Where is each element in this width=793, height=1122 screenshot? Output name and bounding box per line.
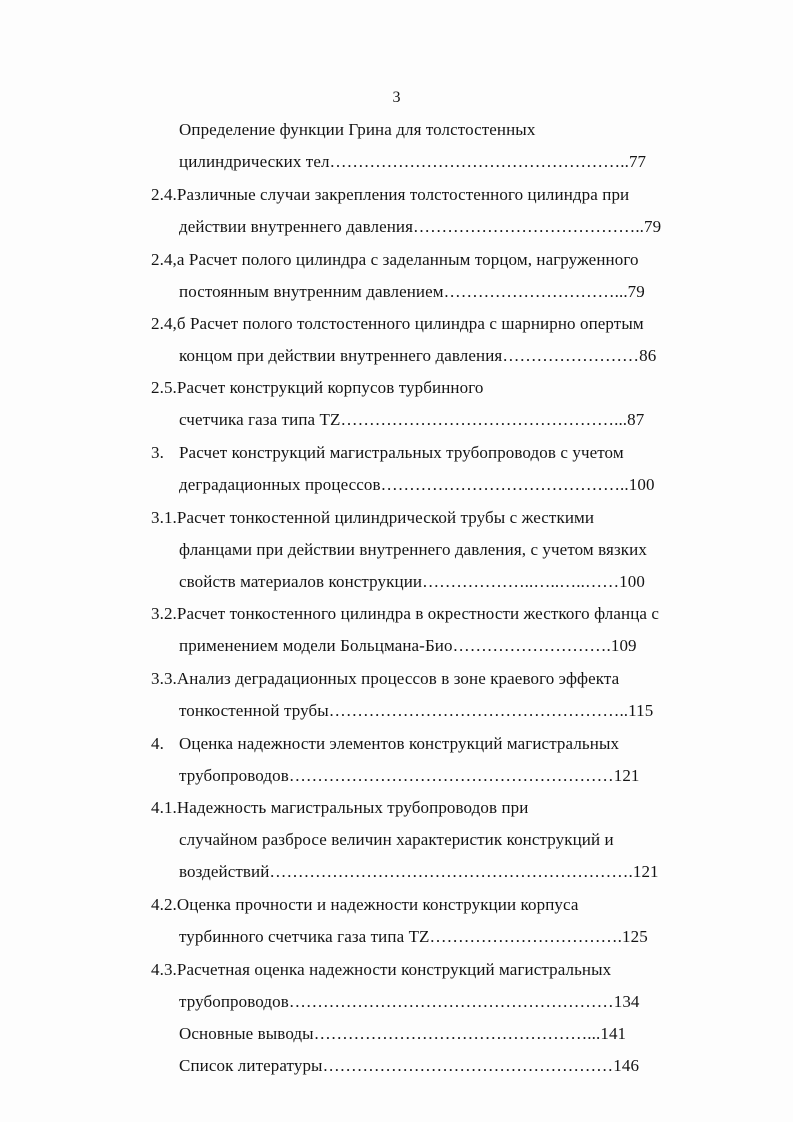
- toc-section-title: Оценка надежности элементов конструкций магистральных: [179, 734, 620, 753]
- toc-line: трубопроводов…………………………………………………121: [179, 766, 640, 785]
- toc-line: воздействий……………………………………………………….121: [179, 862, 659, 881]
- toc-line: применением модели Больцмана-Био……………………….109: [179, 636, 637, 655]
- toc-line: действии внутреннего давления…………………………………..79: [179, 217, 662, 236]
- toc-line: постоянным внутренним давлением…………………………...79: [179, 282, 645, 301]
- toc-line: 4.1.Надежность магистральных трубопроводов при: [151, 798, 529, 817]
- toc-section-title: Расчет конструкций магистральных трубопроводов с учетом: [179, 443, 624, 462]
- toc-line: тонкостенной трубы……………………………………………..115: [179, 701, 654, 720]
- toc-line: турбинного счетчика газа типа TZ…………………………….125: [179, 927, 648, 946]
- toc-line: трубопроводов…………………………………………………134: [179, 992, 640, 1011]
- toc-line: 3.1.Расчет тонкостенной цилиндрической трубы с жесткими: [151, 508, 595, 527]
- toc-line: Основные выводы…………………………………………...141: [179, 1024, 627, 1043]
- toc-line: свойств материалов конструкции………………..…..…..……100: [179, 572, 645, 591]
- toc-line: счетчика газа типа TZ…………………………………………...87: [179, 410, 645, 429]
- toc-line: деградационных процессов……………………………………..100: [179, 475, 655, 494]
- toc-section-number: 3.: [151, 443, 164, 462]
- toc-line: 2.4,б Расчет полого толстостенного цилиндра с шарнирно опертым: [151, 314, 644, 333]
- toc-line: [151, 734, 619, 754]
- toc-line: 2.4,а Расчет полого цилиндра с заделанным торцом, нагруженного: [151, 250, 639, 269]
- toc-line: 2.4.Различные случаи закрепления толстостенного цилиндра при: [151, 185, 630, 204]
- toc-line: 3.2.Расчет тонкостенного цилиндра в окрестности жесткого фланца с: [151, 604, 660, 623]
- toc-line: цилиндрических тел……………………………………………..77: [179, 152, 647, 171]
- toc-section-number: 4.: [151, 734, 164, 753]
- toc-line: [151, 443, 624, 463]
- toc-line: случайном разбросе величин характеристик конструкций и: [179, 830, 614, 849]
- toc-line: Определение функции Грина для толстостенных: [179, 120, 536, 139]
- page-number: 3: [392, 89, 401, 106]
- toc-line: 4.2.Оценка прочности и надежности конструкции корпуса: [151, 895, 579, 914]
- toc-line: фланцами при действии внутреннего давления, с учетом вязких: [179, 540, 647, 559]
- toc-line: 2.5.Расчет конструкций корпусов турбинного: [151, 378, 484, 397]
- toc-line: 3.3.Анализ деградационных процессов в зоне краевого эффекта: [151, 669, 620, 688]
- toc-line: Список литературы……………………………………………146: [179, 1056, 640, 1075]
- toc-line: концом при действии внутреннего давления……………………86: [179, 346, 657, 365]
- toc-line: 4.3.Расчетная оценка надежности конструкций магистральных: [151, 960, 612, 979]
